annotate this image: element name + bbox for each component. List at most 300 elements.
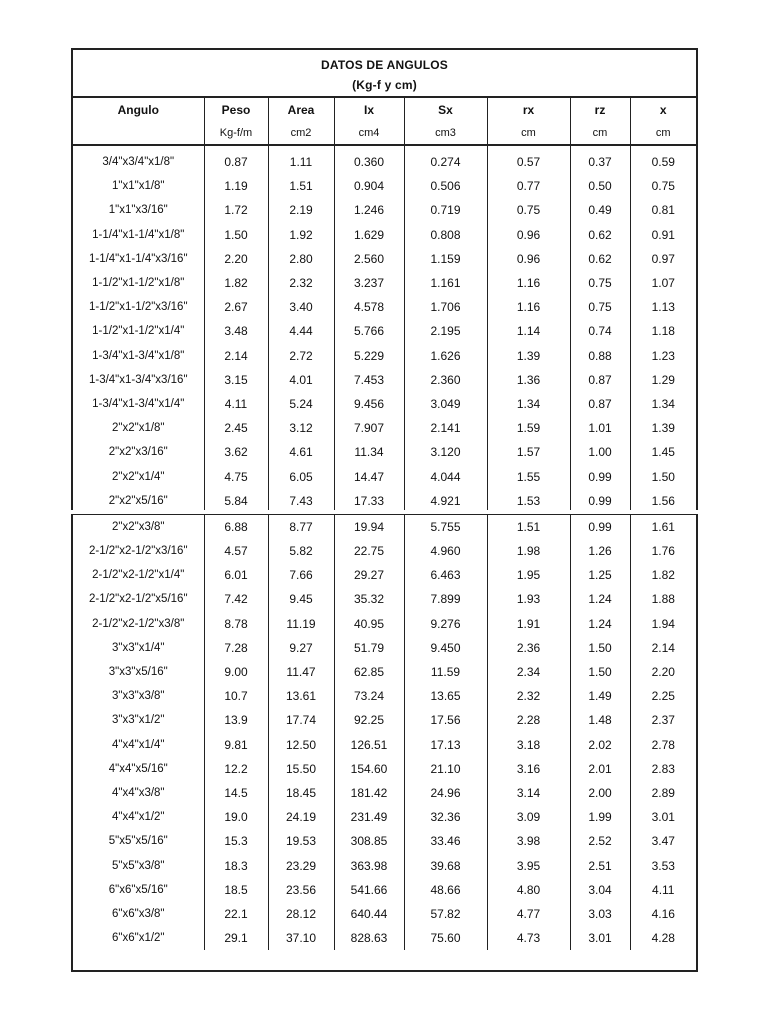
ix-cell: 40.95 (334, 612, 404, 636)
table-body (73, 145, 696, 950)
ix-cell: 19.94 (334, 514, 404, 539)
peso-cell: 0.87 (204, 145, 268, 174)
peso-cell: 3.62 (204, 440, 268, 464)
area-cell: 23.29 (268, 853, 334, 877)
table-row (73, 344, 696, 368)
column-header: rz (570, 98, 630, 122)
ix-cell: 7.453 (334, 368, 404, 392)
angle-size-cell: 2"x2"x3/16" (108, 446, 168, 459)
rx-cell: 2.34 (487, 660, 570, 684)
ix-cell: 0.360 (334, 145, 404, 174)
x-cell: 1.45 (630, 440, 696, 464)
ix-cell: 22.75 (334, 539, 404, 563)
rz-cell: 2.02 (570, 733, 630, 757)
x-cell: 4.16 (630, 902, 696, 926)
x-cell: 2.89 (630, 781, 696, 805)
peso-cell: 4.75 (204, 464, 268, 488)
area-cell: 2.80 (268, 247, 334, 271)
ix-cell: 2.560 (334, 247, 404, 271)
ix-cell: 29.27 (334, 563, 404, 587)
column-header: Ix (334, 98, 404, 122)
angle-size-cell: 6"x6"x5/16" (108, 883, 168, 896)
table-row (73, 145, 696, 174)
sx-cell: 6.463 (404, 563, 487, 587)
angle-size-cell: 1-1/2"x1-1/2"x3/16" (88, 301, 188, 314)
peso-cell: 4.57 (204, 539, 268, 563)
rx-cell: 1.55 (487, 464, 570, 488)
ix-cell: 14.47 (334, 464, 404, 488)
rz-cell: 1.25 (570, 563, 630, 587)
rz-cell: 0.87 (570, 368, 630, 392)
peso-cell: 2.45 (204, 416, 268, 440)
peso-cell: 1.50 (204, 223, 268, 247)
rz-cell: 1.24 (570, 587, 630, 611)
column-header: Peso (204, 98, 268, 122)
table-row (73, 174, 696, 198)
rz-cell: 2.00 (570, 781, 630, 805)
sx-cell: 2.195 (404, 319, 487, 343)
rx-cell: 3.18 (487, 733, 570, 757)
area-cell: 19.53 (268, 829, 334, 853)
table-row (73, 587, 696, 611)
angle-size-cell: 5"x5"x5/16" (108, 835, 168, 848)
angle-size-cell: 1"x1"x1/8" (111, 180, 165, 193)
rx-cell: 1.59 (487, 416, 570, 440)
area-cell: 1.92 (268, 223, 334, 247)
ix-cell: 308.85 (334, 829, 404, 853)
table-row (73, 805, 696, 829)
table-title: DATOS DE ANGULOS (321, 58, 448, 72)
area-cell: 24.19 (268, 805, 334, 829)
column-unit: cm (570, 122, 630, 145)
ix-cell: 17.33 (334, 489, 404, 514)
rx-cell: 1.34 (487, 392, 570, 416)
rx-cell: 2.36 (487, 636, 570, 660)
rz-cell: 0.74 (570, 319, 630, 343)
table-row (73, 829, 696, 853)
sx-cell: 0.506 (404, 174, 487, 198)
ix-cell: 51.79 (334, 636, 404, 660)
peso-cell: 6.88 (204, 514, 268, 539)
x-cell: 1.34 (630, 392, 696, 416)
angle-size-cell: 2"x2"x3/8" (73, 514, 204, 539)
rx-cell: 4.73 (487, 926, 570, 950)
column-unit: cm2 (268, 122, 334, 145)
rz-cell: 0.99 (570, 514, 630, 539)
table-row (73, 440, 696, 464)
rz-cell: 0.50 (570, 174, 630, 198)
sx-cell: 7.899 (404, 587, 487, 611)
x-cell: 1.07 (630, 271, 696, 295)
area-cell: 6.05 (268, 464, 334, 488)
peso-cell: 1.19 (204, 174, 268, 198)
peso-cell: 2.14 (204, 344, 268, 368)
rz-cell: 3.03 (570, 902, 630, 926)
sx-cell: 4.921 (404, 489, 487, 514)
ix-cell: 126.51 (334, 733, 404, 757)
rx-cell: 4.80 (487, 878, 570, 902)
area-cell: 12.50 (268, 733, 334, 757)
rx-cell: 2.28 (487, 708, 570, 732)
x-cell: 4.11 (630, 878, 696, 902)
angle-size-cell: 3"x3"x1/4" (111, 641, 165, 654)
rz-cell: 0.62 (570, 223, 630, 247)
x-cell: 0.81 (630, 198, 696, 222)
sx-cell: 5.755 (404, 514, 487, 539)
peso-cell: 7.28 (204, 636, 268, 660)
x-cell: 1.76 (630, 539, 696, 563)
area-cell: 17.74 (268, 708, 334, 732)
area-cell: 9.27 (268, 636, 334, 660)
angle-size-cell: 2-1/2"x2-1/2"x3/16" (88, 545, 188, 558)
column-header: Area (268, 98, 334, 122)
sx-cell: 1.159 (404, 247, 487, 271)
rz-cell: 0.49 (570, 198, 630, 222)
sx-cell: 0.274 (404, 145, 487, 174)
rx-cell: 1.16 (487, 271, 570, 295)
ix-cell: 828.63 (334, 926, 404, 950)
ix-cell: 3.237 (334, 271, 404, 295)
angle-size-cell: 2"x2"x5/16" (108, 494, 168, 507)
table-row (73, 926, 696, 950)
peso-cell: 14.5 (204, 781, 268, 805)
sx-cell: 17.56 (404, 708, 487, 732)
rx-cell: 1.98 (487, 539, 570, 563)
ix-cell: 62.85 (334, 660, 404, 684)
angle-size-cell: 3"x3"x1/2" (111, 714, 165, 727)
table-row (73, 539, 696, 563)
angle-size-cell: 1"x1"x3/16" (108, 204, 168, 217)
sx-cell: 3.049 (404, 392, 487, 416)
rx-cell: 4.77 (487, 902, 570, 926)
sx-cell: 24.96 (404, 781, 487, 805)
rz-cell: 0.99 (570, 489, 630, 514)
table-row (73, 198, 696, 222)
rx-cell: 1.91 (487, 612, 570, 636)
table-row (73, 464, 696, 488)
area-cell: 5.24 (268, 392, 334, 416)
x-cell: 0.91 (630, 223, 696, 247)
ix-cell: 0.904 (334, 174, 404, 198)
sx-cell: 0.719 (404, 198, 487, 222)
rz-cell: 1.01 (570, 416, 630, 440)
angle-size-cell: 4"x4"x1/4" (111, 738, 165, 751)
ix-cell: 5.766 (334, 319, 404, 343)
column-unit: cm4 (334, 122, 404, 145)
column-header: Angulo (117, 103, 159, 117)
x-cell: 1.50 (630, 464, 696, 488)
sx-cell: 9.450 (404, 636, 487, 660)
area-cell: 9.45 (268, 587, 334, 611)
rz-cell: 1.48 (570, 708, 630, 732)
ix-cell: 7.907 (334, 416, 404, 440)
area-cell: 1.11 (268, 145, 334, 174)
peso-cell: 2.67 (204, 295, 268, 319)
table-row (73, 271, 696, 295)
x-cell: 1.13 (630, 295, 696, 319)
rz-cell: 1.24 (570, 612, 630, 636)
ix-cell: 541.66 (334, 878, 404, 902)
peso-cell: 10.7 (204, 684, 268, 708)
page-break-gap (0, 510, 768, 514)
angle-size-cell: 3"x3"x5/16" (108, 666, 168, 679)
table-row (73, 612, 696, 636)
sx-cell: 4.960 (404, 539, 487, 563)
rz-cell: 3.01 (570, 926, 630, 950)
x-cell: 2.37 (630, 708, 696, 732)
x-cell: 2.14 (630, 636, 696, 660)
x-cell: 0.97 (630, 247, 696, 271)
x-cell: 2.25 (630, 684, 696, 708)
peso-cell: 1.72 (204, 198, 268, 222)
table-row (73, 295, 696, 319)
area-cell: 7.66 (268, 563, 334, 587)
area-cell: 13.61 (268, 684, 334, 708)
area-cell: 2.72 (268, 344, 334, 368)
rx-cell: 1.36 (487, 368, 570, 392)
peso-cell: 18.5 (204, 878, 268, 902)
rz-cell: 2.51 (570, 853, 630, 877)
ix-cell: 154.60 (334, 757, 404, 781)
column-header-row (73, 98, 696, 122)
area-cell: 7.43 (268, 489, 334, 514)
angle-size-cell: 6"x6"x1/2" (111, 932, 165, 945)
rz-cell: 0.37 (570, 145, 630, 174)
table-row (73, 514, 696, 539)
area-cell: 23.56 (268, 878, 334, 902)
sx-cell: 2.141 (404, 416, 487, 440)
x-cell: 3.47 (630, 829, 696, 853)
angle-size-cell: 5"x5"x3/8" (111, 859, 165, 872)
x-cell: 1.56 (630, 489, 696, 514)
sx-cell: 33.46 (404, 829, 487, 853)
area-cell: 4.44 (268, 319, 334, 343)
area-cell: 2.32 (268, 271, 334, 295)
angle-size-cell: 2"x2"x1/8" (111, 422, 165, 435)
area-cell: 37.10 (268, 926, 334, 950)
x-cell: 1.18 (630, 319, 696, 343)
area-cell: 15.50 (268, 757, 334, 781)
angle-size-cell: 4"x4"x1/2" (111, 811, 165, 824)
sx-cell: 17.13 (404, 733, 487, 757)
rx-cell: 1.93 (487, 587, 570, 611)
ix-cell: 1.246 (334, 198, 404, 222)
angle-size-cell: 1-1/2"x1-1/2"x1/4" (92, 325, 185, 338)
ix-cell: 231.49 (334, 805, 404, 829)
rz-cell: 0.88 (570, 344, 630, 368)
sx-cell: 1.706 (404, 295, 487, 319)
rz-cell: 1.49 (570, 684, 630, 708)
sx-cell: 57.82 (404, 902, 487, 926)
ix-cell: 1.629 (334, 223, 404, 247)
table-row (73, 781, 696, 805)
ix-cell: 181.42 (334, 781, 404, 805)
angle-size-cell: 1-1/4"x1-1/4"x1/8" (92, 228, 185, 241)
x-cell: 0.75 (630, 174, 696, 198)
area-cell: 11.47 (268, 660, 334, 684)
table-row (73, 733, 696, 757)
rz-cell: 3.04 (570, 878, 630, 902)
ix-cell: 9.456 (334, 392, 404, 416)
angle-size-cell: 3"x3"x3/8" (111, 690, 165, 703)
table-row (73, 684, 696, 708)
ix-cell: 11.34 (334, 440, 404, 464)
x-cell: 0.59 (630, 145, 696, 174)
area-cell: 3.40 (268, 295, 334, 319)
ix-cell: 35.32 (334, 587, 404, 611)
peso-cell: 9.00 (204, 660, 268, 684)
ix-cell: 640.44 (334, 902, 404, 926)
sx-cell: 3.120 (404, 440, 487, 464)
peso-cell: 12.2 (204, 757, 268, 781)
peso-cell: 2.20 (204, 247, 268, 271)
rx-cell: 0.96 (487, 223, 570, 247)
sx-cell: 9.276 (404, 612, 487, 636)
sx-cell: 0.808 (404, 223, 487, 247)
angle-size-cell: 3/4"x3/4"x1/8" (102, 156, 175, 169)
x-cell: 1.29 (630, 368, 696, 392)
table-row (73, 853, 696, 877)
table-row (73, 902, 696, 926)
rz-cell: 0.75 (570, 271, 630, 295)
x-cell: 1.82 (630, 563, 696, 587)
rx-cell: 0.96 (487, 247, 570, 271)
x-cell: 4.28 (630, 926, 696, 950)
area-cell: 5.82 (268, 539, 334, 563)
table-row (73, 636, 696, 660)
rz-cell: 2.52 (570, 829, 630, 853)
angle-data-table (73, 98, 696, 950)
rx-cell: 1.51 (487, 514, 570, 539)
table-row (73, 319, 696, 343)
ix-cell: 363.98 (334, 853, 404, 877)
peso-cell: 19.0 (204, 805, 268, 829)
x-cell: 1.88 (630, 587, 696, 611)
angle-size-cell: 2-1/2"x2-1/2"x3/8" (92, 617, 185, 630)
peso-cell: 29.1 (204, 926, 268, 950)
area-cell: 2.19 (268, 198, 334, 222)
peso-cell: 3.15 (204, 368, 268, 392)
column-unit: cm (630, 122, 696, 145)
area-cell: 11.19 (268, 612, 334, 636)
x-cell: 2.20 (630, 660, 696, 684)
rz-cell: 0.75 (570, 295, 630, 319)
column-header: rx (487, 98, 570, 122)
peso-cell: 7.42 (204, 587, 268, 611)
peso-cell: 8.78 (204, 612, 268, 636)
table-row (73, 757, 696, 781)
x-cell: 3.01 (630, 805, 696, 829)
angle-size-cell: 1-3/4"x1-3/4"x3/16" (88, 373, 188, 386)
area-cell: 28.12 (268, 902, 334, 926)
sx-cell: 2.360 (404, 368, 487, 392)
table-row (73, 563, 696, 587)
rx-cell: 0.75 (487, 198, 570, 222)
peso-cell: 4.11 (204, 392, 268, 416)
peso-cell: 5.84 (204, 489, 268, 514)
sx-cell: 21.10 (404, 757, 487, 781)
area-cell: 4.61 (268, 440, 334, 464)
rx-cell: 1.39 (487, 344, 570, 368)
peso-cell: 22.1 (204, 902, 268, 926)
sx-cell: 48.66 (404, 878, 487, 902)
rx-cell: 3.95 (487, 853, 570, 877)
column-unit: cm (487, 122, 570, 145)
table-row (73, 660, 696, 684)
rz-cell: 0.62 (570, 247, 630, 271)
ix-cell: 4.578 (334, 295, 404, 319)
peso-cell: 9.81 (204, 733, 268, 757)
angle-size-cell: 2-1/2"x2-1/2"x1/4" (92, 569, 185, 582)
rz-cell: 0.87 (570, 392, 630, 416)
table-row (73, 247, 696, 271)
angle-size-cell: 1-3/4"x1-3/4"x1/4" (92, 397, 185, 410)
column-header: Sx (404, 98, 487, 122)
sx-cell: 32.36 (404, 805, 487, 829)
x-cell: 1.39 (630, 416, 696, 440)
sx-cell: 1.161 (404, 271, 487, 295)
area-cell: 18.45 (268, 781, 334, 805)
angle-size-cell: 1-3/4"x1-3/4"x1/8" (92, 349, 185, 362)
x-cell: 1.23 (630, 344, 696, 368)
peso-cell: 18.3 (204, 853, 268, 877)
area-cell: 1.51 (268, 174, 334, 198)
rz-cell: 1.99 (570, 805, 630, 829)
ix-cell: 73.24 (334, 684, 404, 708)
column-unit-row (73, 122, 696, 145)
rz-cell: 1.26 (570, 539, 630, 563)
sx-cell: 13.65 (404, 684, 487, 708)
column-unit (73, 122, 204, 145)
table-row (73, 392, 696, 416)
rx-cell: 1.53 (487, 489, 570, 514)
x-cell: 2.83 (630, 757, 696, 781)
rx-cell: 3.14 (487, 781, 570, 805)
rx-cell: 2.32 (487, 684, 570, 708)
ix-cell: 92.25 (334, 708, 404, 732)
rx-cell: 1.95 (487, 563, 570, 587)
peso-cell: 1.82 (204, 271, 268, 295)
sx-cell: 4.044 (404, 464, 487, 488)
peso-cell: 6.01 (204, 563, 268, 587)
area-cell: 4.01 (268, 368, 334, 392)
peso-cell: 3.48 (204, 319, 268, 343)
x-cell: 3.53 (630, 853, 696, 877)
angle-size-cell: 4"x4"x5/16" (108, 762, 168, 775)
sx-cell: 11.59 (404, 660, 487, 684)
ix-cell: 5.229 (334, 344, 404, 368)
column-unit: Kg-f/m (204, 122, 268, 145)
sx-cell: 1.626 (404, 344, 487, 368)
rx-cell: 3.98 (487, 829, 570, 853)
angle-size-cell: 4"x4"x3/8" (111, 786, 165, 799)
sx-cell: 75.60 (404, 926, 487, 950)
table-row (73, 416, 696, 440)
rx-cell: 1.14 (487, 319, 570, 343)
angle-size-cell: 2-1/2"x2-1/2"x5/16" (88, 593, 188, 606)
area-cell: 8.77 (268, 514, 334, 539)
column-header: x (630, 98, 696, 122)
rz-cell: 2.01 (570, 757, 630, 781)
rz-cell: 1.00 (570, 440, 630, 464)
table-subtitle: (Kg-f y cm) (352, 78, 417, 92)
rx-cell: 0.57 (487, 145, 570, 174)
angle-size-cell: 1-1/2"x1-1/2"x1/8" (92, 277, 185, 290)
rx-cell: 1.57 (487, 440, 570, 464)
area-cell: 3.12 (268, 416, 334, 440)
x-cell: 2.78 (630, 733, 696, 757)
rz-cell: 0.99 (570, 464, 630, 488)
